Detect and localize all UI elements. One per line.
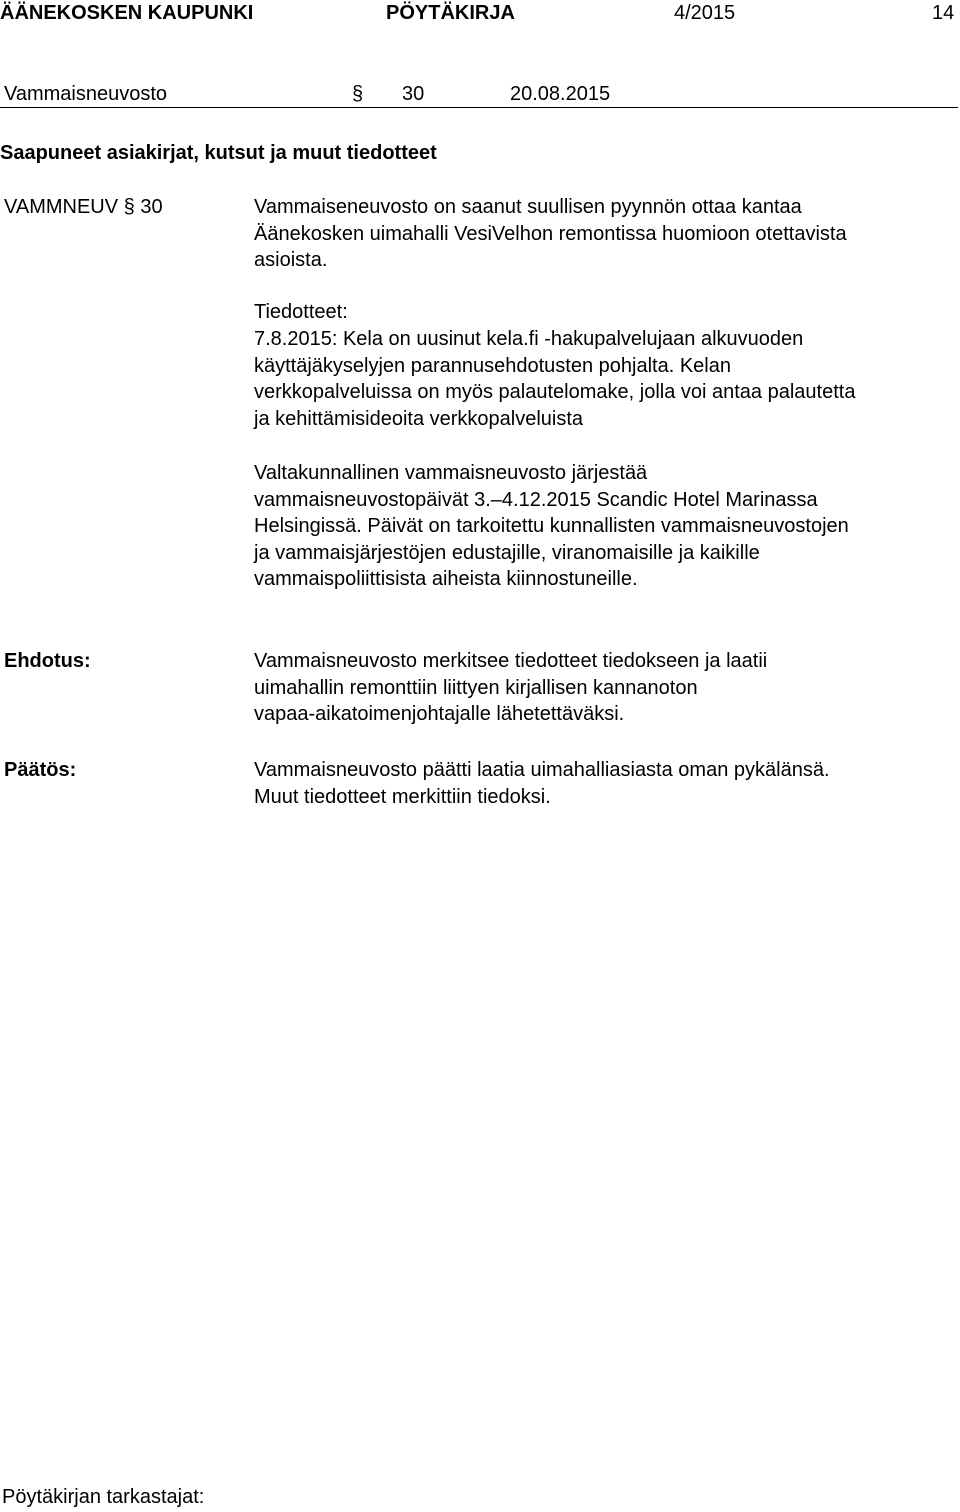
notice-line: ja vammaisjärjestöjen edustajille, viranomaisille ja kaikille (254, 541, 760, 564)
notice-line: 7.8.2015: Kela on uusinut kela.fi -hakupalvelujaan alkuvuoden (254, 328, 804, 350)
item-reference: VAMMNEUV § 30 (4, 196, 163, 218)
intro-line: Vammaiseneuvosto on saanut suullisen pyynnön ottaa kantaa (254, 196, 802, 218)
intro-paragraph (254, 194, 954, 274)
notice-line: käyttäjäkyselyjen parannusehdotusten pohjalta. Kelan (254, 354, 731, 377)
meeting-date: 20.08.2015 (510, 83, 611, 105)
notice-2 (254, 460, 954, 593)
issue-number: 4/2015 (674, 2, 736, 24)
header-divider (0, 107, 958, 108)
decision-label: Päätös: (4, 759, 77, 781)
notice-line: Helsingissä. Päivät on tarkoitettu kunnallisten vammaisneuvostojen (254, 515, 849, 538)
decision-line: Muut tiedotteet merkittiin tiedoksi. (254, 785, 551, 808)
page-number: 14 (932, 2, 955, 24)
decision-line: Vammaisneuvosto päätti laatia uimahalliasiasta oman pykälänsä. (254, 759, 830, 781)
notice-1 (254, 326, 954, 432)
meeting-body: Vammaisneuvosto (4, 83, 168, 105)
notice-line: vammaispoliittisista aiheista kiinnostuneille. (254, 568, 638, 591)
proposal-text (254, 648, 954, 728)
reviewers-label: Pöytäkirjan tarkastajat: (2, 1486, 205, 1508)
notice-line: Valtakunnallinen vammaisneuvosto järjestää (254, 462, 648, 484)
intro-line: Äänekosken uimahalli VesiVelhon remontissa huomioon otettavista (254, 222, 847, 245)
section-symbol: § (352, 83, 364, 105)
notices-label-block (254, 299, 954, 326)
notice-line: verkkopalveluissa on myös palautelomake, jolla voi antaa palautetta (254, 381, 856, 404)
intro-line: asioista. (254, 249, 328, 272)
decision-text (254, 757, 954, 810)
section-number: 30 (402, 83, 425, 105)
notice-line: ja kehittämisideoita verkkopalveluista (254, 407, 584, 430)
document-type: PÖYTÄKIRJA (386, 2, 515, 24)
proposal-line: vapaa-aikatoimenjohtajalle lähetettäväksi. (254, 703, 625, 726)
municipality-name: ÄÄNEKOSKEN KAUPUNKI (0, 2, 254, 24)
notices-label: Tiedotteet: (254, 301, 348, 323)
proposal-line: uimahallin remonttiin liittyen kirjallisen kannanoton (254, 676, 698, 699)
proposal-label: Ehdotus: (4, 650, 91, 672)
proposal-line: Vammaisneuvosto merkitsee tiedotteet tiedokseen ja laatii (254, 650, 768, 672)
section-title: Saapuneet asiakirjat, kutsut ja muut tiedotteet (0, 142, 437, 164)
notice-line: vammaisneuvostopäivät 3.–4.12.2015 Scandic Hotel Marinassa (254, 488, 818, 511)
